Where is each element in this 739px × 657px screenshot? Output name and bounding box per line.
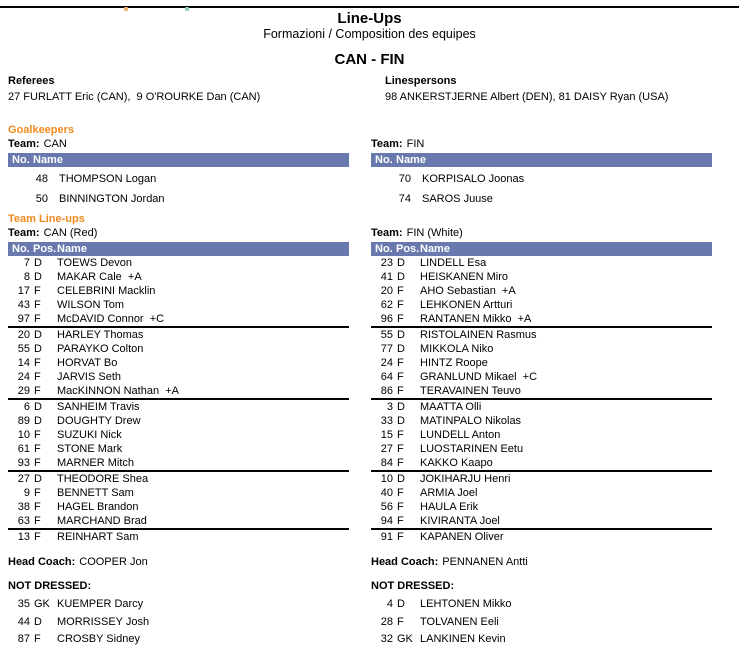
player-name: BINNINGTON Jordan	[59, 193, 165, 205]
player-position: F	[34, 531, 41, 543]
player-position: F	[34, 285, 41, 297]
referees-label: Referees	[8, 75, 55, 87]
team-name: CAN	[43, 138, 67, 150]
goalkeeper-row	[371, 169, 712, 189]
player-name: TERAVAINEN Teuvo	[420, 385, 521, 397]
player-row	[371, 442, 712, 456]
lineups-heading: Team Line-ups	[8, 213, 85, 225]
player-name: HINTZ Roope	[420, 357, 488, 369]
player-number: 40	[380, 487, 393, 499]
player-number: 14	[17, 357, 30, 369]
lineup-team-can	[8, 227, 349, 240]
player-number: 8	[23, 271, 30, 283]
player-row	[371, 400, 712, 414]
head-coach-label: Head Coach:	[8, 556, 76, 568]
player-number: 29	[17, 385, 30, 397]
player-number: 35	[17, 598, 30, 610]
player-row	[8, 400, 349, 414]
team-name: CAN (Red)	[43, 227, 98, 239]
player-name: THEODORE Shea	[57, 473, 149, 485]
player-row	[371, 414, 712, 428]
lineup-team-fin	[371, 227, 712, 240]
player-position: F	[34, 487, 41, 499]
player-number: 20	[17, 329, 30, 341]
player-number: 20	[380, 285, 393, 297]
referees-block	[8, 75, 349, 104]
player-number: 6	[23, 401, 30, 413]
player-row	[371, 514, 712, 528]
player-position: F	[397, 443, 404, 455]
not-dressed-label-fin: NOT DRESSED:	[371, 580, 455, 592]
player-number: 55	[380, 329, 393, 341]
player-number: 4	[386, 598, 393, 610]
player-position: D	[34, 343, 42, 355]
heading-spacer	[371, 213, 712, 226]
player-name: LANKINEN Kevin	[420, 633, 506, 645]
team-name: FIN (White)	[406, 227, 463, 239]
line-group	[8, 400, 349, 472]
player-position: F	[34, 443, 41, 455]
player-name: WILSON Tom	[57, 299, 125, 311]
player-name: LUNDELL Anton	[420, 429, 501, 441]
player-name: THOMPSON Logan	[59, 173, 157, 185]
player-number: 48	[35, 173, 48, 185]
player-row	[371, 500, 712, 514]
player-position: F	[34, 371, 41, 383]
page-subtitle: Formazioni / Composition des equipes	[263, 27, 476, 41]
team-label: Team:	[8, 138, 40, 150]
player-number: 55	[17, 343, 30, 355]
team-label: Team:	[371, 227, 403, 239]
player-name: MATINPALO Nikolas	[420, 415, 522, 427]
player-position: F	[34, 357, 41, 369]
officials-section	[0, 75, 739, 104]
player-position: D	[397, 415, 405, 427]
player-position: F	[397, 299, 404, 311]
goalkeepers-heading: Goalkeepers	[8, 124, 75, 136]
line-group	[8, 256, 349, 328]
not-dressed-row	[371, 631, 712, 649]
player-number: 38	[17, 501, 30, 513]
player-number: 64	[380, 371, 393, 383]
player-name: KORPISALO Joonas	[422, 173, 525, 185]
column-header-pos: Pos.	[33, 243, 57, 255]
player-number: 27	[17, 473, 30, 485]
player-number: 24	[17, 371, 30, 383]
player-number: 97	[17, 313, 30, 325]
player-name: MIKKOLA Niko	[420, 343, 494, 355]
player-position: F	[397, 487, 404, 499]
column-header-name: Name	[33, 154, 63, 166]
player-name: GRANLUND Mikael +C	[420, 371, 538, 383]
player-number: 89	[17, 415, 30, 427]
player-name: HEISKANEN Miro	[420, 271, 509, 283]
column-fin	[371, 124, 712, 649]
player-position: F	[397, 501, 404, 513]
player-position: D	[397, 343, 405, 355]
player-position: D	[34, 615, 42, 628]
player-position: F	[397, 429, 404, 441]
head-coach-label: Head Coach:	[371, 556, 439, 568]
player-position: D	[34, 271, 42, 283]
player-number: 56	[380, 501, 393, 513]
line-group	[371, 256, 712, 328]
column-header-no: No.	[12, 243, 30, 255]
player-name: MAATTA Olli	[420, 401, 482, 413]
player-position: F	[34, 299, 41, 311]
player-position: D	[34, 329, 42, 341]
player-row	[371, 356, 712, 370]
lineup-table-header-fin	[371, 242, 712, 256]
player-row	[8, 472, 349, 486]
player-position: D	[397, 473, 405, 485]
player-number: 61	[17, 443, 30, 455]
player-number: 23	[380, 257, 393, 269]
player-position: F	[397, 371, 404, 383]
linespersons-label: Linespersons	[385, 75, 457, 87]
player-name: KIVIRANTA Joel	[420, 515, 500, 527]
line-group	[371, 530, 712, 544]
linespersons-names: 98 ANKERSTJERNE Albert (DEN), 81 DAISY Ryan (USA)	[385, 91, 669, 103]
player-number: 3	[386, 401, 393, 413]
player-name: RISTOLAINEN Rasmus	[420, 329, 537, 341]
player-name: DOUGHTY Drew	[57, 415, 141, 427]
player-number: 93	[17, 457, 30, 469]
player-row	[8, 298, 349, 312]
lineup-table-header-can	[8, 242, 349, 256]
player-name: JARVIS Seth	[57, 371, 121, 383]
player-name: JOKIHARJU Henri	[420, 473, 511, 485]
player-name: SAROS Juuse	[422, 193, 493, 205]
player-name: AHO Sebastian +A	[420, 285, 516, 297]
player-row	[8, 514, 349, 528]
column-header-no: No.	[12, 154, 30, 166]
player-row	[8, 442, 349, 456]
player-position: F	[397, 385, 404, 397]
player-position: D	[397, 598, 405, 610]
player-number: 7	[23, 257, 30, 269]
player-position: GK	[397, 633, 413, 645]
referees-names: 27 FURLATT Eric (CAN), 9 O'ROURKE Dan (CAN)	[8, 91, 261, 103]
player-row	[8, 486, 349, 500]
player-name: MAKAR Cale +A	[57, 271, 142, 283]
not-dressed-list-can	[8, 593, 349, 649]
player-number: 24	[380, 357, 393, 369]
player-position: D	[34, 401, 42, 413]
column-header-name: Name	[420, 243, 450, 255]
line-group	[8, 472, 349, 530]
player-number: 15	[380, 429, 393, 441]
heading-spacer	[371, 124, 712, 137]
player-name: KUEMPER Darcy	[57, 598, 144, 610]
player-name: CROSBY Sidney	[57, 633, 140, 645]
player-name: SANHEIM Travis	[57, 401, 140, 413]
match-title: CAN - FIN	[334, 51, 405, 68]
player-position: D	[397, 329, 405, 341]
player-name: STONE Mark	[57, 443, 123, 455]
player-position: F	[397, 615, 404, 628]
player-row	[371, 342, 712, 356]
player-row	[371, 312, 712, 326]
teams-section	[0, 124, 739, 649]
player-row	[8, 284, 349, 298]
player-name: KAKKO Kaapo	[420, 457, 493, 469]
player-row	[371, 370, 712, 384]
player-number: 63	[17, 515, 30, 527]
logo-fragment-icon	[124, 7, 128, 11]
player-row	[8, 312, 349, 326]
not-dressed-row	[371, 614, 712, 632]
player-row	[8, 370, 349, 384]
player-row	[371, 472, 712, 486]
player-number: 32	[380, 633, 393, 645]
goalkeepers-list-can	[8, 167, 349, 209]
column-header-no: No.	[375, 243, 393, 255]
logo-fragment-icon	[185, 7, 189, 11]
team-label: Team:	[371, 138, 403, 150]
top-rule	[0, 6, 739, 8]
player-row	[371, 486, 712, 500]
goalkeeper-row	[8, 169, 349, 189]
player-name: KAPANEN Oliver	[420, 531, 504, 543]
player-number: 41	[380, 271, 393, 283]
player-name: LINDELL Esa	[420, 257, 487, 269]
column-can	[8, 124, 349, 649]
player-position: D	[34, 415, 42, 427]
player-position: F	[34, 515, 41, 527]
player-position: D	[34, 473, 42, 485]
player-row	[8, 328, 349, 342]
player-row	[371, 328, 712, 342]
player-number: 9	[23, 487, 30, 499]
player-number: 28	[380, 615, 393, 628]
goalkeepers-team-fin	[371, 138, 712, 151]
player-number: 96	[380, 313, 393, 325]
player-name: LEHTONEN Mikko	[420, 598, 512, 610]
player-row	[371, 530, 712, 544]
player-name: McDAVID Connor +C	[57, 313, 165, 325]
player-position: F	[34, 633, 41, 645]
player-row	[371, 384, 712, 398]
not-dressed-list-fin	[371, 593, 712, 649]
player-position: F	[397, 457, 404, 469]
player-number: 87	[17, 633, 30, 645]
lineup-groups-can	[8, 256, 349, 544]
player-row	[8, 428, 349, 442]
player-name: TOLVANEN Eeli	[420, 615, 499, 628]
player-position: F	[397, 313, 404, 325]
player-name: HAULA Erik	[420, 501, 479, 513]
player-number: 50	[35, 193, 48, 205]
player-name: BENNETT Sam	[57, 487, 134, 499]
player-row	[8, 270, 349, 284]
line-group	[8, 530, 349, 544]
player-name: HORVAT Bo	[57, 357, 118, 369]
player-position: D	[397, 257, 405, 269]
not-dressed-row	[8, 596, 349, 614]
goalkeeper-row	[8, 189, 349, 209]
player-number: 44	[17, 615, 30, 628]
player-name: REINHART Sam	[57, 531, 139, 543]
player-row	[8, 456, 349, 470]
player-number: 84	[380, 457, 393, 469]
head-coach-can	[8, 556, 349, 569]
player-name: HARLEY Thomas	[57, 329, 144, 341]
player-row	[371, 456, 712, 470]
player-row	[371, 428, 712, 442]
player-number: 10	[380, 473, 393, 485]
player-name: MARCHAND Brad	[57, 515, 147, 527]
player-number: 94	[380, 515, 393, 527]
player-name: MacKINNON Nathan +A	[57, 385, 179, 397]
player-name: HAGEL Brandon	[57, 501, 139, 513]
player-row	[8, 342, 349, 356]
player-name: MORRISSEY Josh	[57, 615, 150, 628]
line-group	[8, 328, 349, 400]
player-number: 62	[380, 299, 393, 311]
player-row	[8, 500, 349, 514]
player-position: F	[397, 531, 404, 543]
player-name: TOEWS Devon	[57, 257, 132, 269]
player-number: 86	[380, 385, 393, 397]
team-label: Team:	[8, 227, 40, 239]
linespersons-block	[371, 75, 712, 104]
column-header-no: No.	[375, 154, 393, 166]
player-number: 13	[17, 531, 30, 543]
player-position: F	[397, 285, 404, 297]
column-header-name: Name	[396, 154, 426, 166]
player-name: CELEBRINI Macklin	[57, 285, 156, 297]
goalkeeper-row	[371, 189, 712, 209]
goalkeepers-table-header-can	[8, 153, 349, 167]
head-coach-name: COOPER Jon	[79, 556, 148, 568]
head-coach-fin	[371, 556, 712, 569]
player-position: F	[34, 501, 41, 513]
player-position: D	[397, 271, 405, 283]
player-number: 17	[17, 285, 30, 297]
player-number: 43	[17, 299, 30, 311]
not-dressed-row	[8, 631, 349, 649]
not-dressed-row	[371, 596, 712, 614]
player-number: 74	[398, 193, 411, 205]
player-position: F	[397, 357, 404, 369]
team-name: FIN	[406, 138, 425, 150]
player-name: SUZUKI Nick	[57, 429, 122, 441]
line-group	[371, 400, 712, 472]
player-name: RANTANEN Mikko +A	[420, 313, 532, 325]
head-coach-name: PENNANEN Antti	[442, 556, 528, 568]
player-row	[8, 356, 349, 370]
player-row	[8, 530, 349, 544]
player-name: LEHKONEN Artturi	[420, 299, 513, 311]
line-group	[371, 472, 712, 530]
player-position: D	[397, 401, 405, 413]
page-title: Line-Ups	[337, 10, 402, 27]
goalkeepers-table-header-fin	[371, 153, 712, 167]
column-header-name: Name	[57, 243, 87, 255]
lineup-groups-fin	[371, 256, 712, 544]
player-row	[8, 384, 349, 398]
player-number: 77	[380, 343, 393, 355]
player-position: F	[34, 313, 41, 325]
player-position: D	[34, 257, 42, 269]
column-header-pos: Pos.	[396, 243, 420, 255]
goalkeepers-team-can	[8, 138, 349, 151]
player-row	[371, 256, 712, 270]
player-position: GK	[34, 598, 50, 610]
goalkeepers-list-fin	[371, 167, 712, 209]
player-number: 27	[380, 443, 393, 455]
player-row	[371, 284, 712, 298]
player-number: 91	[380, 531, 393, 543]
player-row	[371, 298, 712, 312]
player-position: F	[397, 515, 404, 527]
player-name: MARNER Mitch	[57, 457, 135, 469]
not-dressed-label-can: NOT DRESSED:	[8, 580, 92, 592]
player-position: F	[34, 429, 41, 441]
player-number: 70	[398, 173, 411, 185]
player-position: F	[34, 385, 41, 397]
player-row	[8, 256, 349, 270]
player-position: F	[34, 457, 41, 469]
line-group	[371, 328, 712, 400]
player-row	[8, 414, 349, 428]
player-row	[371, 270, 712, 284]
player-name: ARMIA Joel	[420, 487, 478, 499]
player-name: LUOSTARINEN Eetu	[420, 443, 524, 455]
player-number: 33	[380, 415, 393, 427]
player-name: PARAYKO Colton	[57, 343, 144, 355]
player-number: 10	[17, 429, 30, 441]
not-dressed-row	[8, 614, 349, 632]
